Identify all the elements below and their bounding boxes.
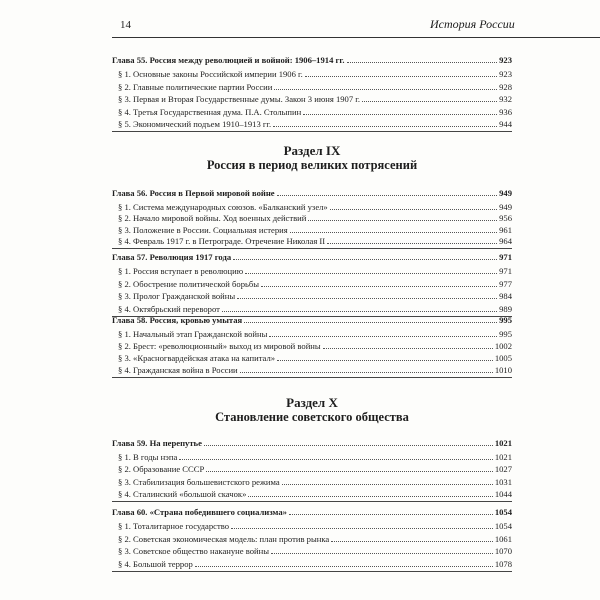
toc-entry-page: 989	[499, 304, 512, 314]
leader-dots	[244, 322, 497, 323]
toc-entry	[112, 462, 512, 474]
toc-entry	[112, 475, 512, 487]
toc-entry-title: § 3. Положение в России. Социальная истерия	[118, 225, 288, 235]
leader-dots	[347, 62, 498, 63]
toc-entry-title: § 2. Советская экономическая модель: план против рынка	[118, 534, 330, 544]
toc-entry-title: § 5. Экономический подъем 1910–1913 гг.	[118, 119, 272, 129]
toc-entry	[112, 117, 512, 129]
toc-entry-title: § 3. «Красногвардейская атака на капитал»	[118, 353, 276, 363]
chapter-heading-page: 1054	[494, 507, 512, 517]
toc-entry-page: 932	[499, 94, 512, 104]
toc-entry-title: § 1. Тоталитарное государство	[118, 521, 230, 531]
toc-entry	[112, 487, 512, 499]
toc-entry	[112, 92, 512, 104]
toc-entry	[112, 339, 512, 351]
leader-dots	[323, 348, 493, 349]
leader-dots	[206, 471, 493, 472]
leader-dots	[277, 360, 493, 361]
toc-entry-page: 1054	[494, 521, 512, 531]
header-rule	[112, 37, 600, 38]
leader-dots	[273, 126, 497, 127]
leader-dots	[305, 76, 497, 77]
part-title: Раздел IX	[283, 143, 341, 158]
toc-entry-page: 944	[499, 119, 512, 129]
leader-dots	[240, 372, 493, 373]
page-number: 14	[120, 19, 131, 31]
leader-dots	[233, 259, 497, 260]
toc-entry-title: § 2. Начало мировой войны. Ход военных действий	[118, 213, 307, 223]
toc-entry-title: § 4. Большой террор	[118, 559, 193, 569]
toc-entry-title: § 1. Основные законы Российской империи 1906 г.	[118, 69, 303, 79]
toc-entry-title: § 3. Советское общество накануне войны	[118, 546, 269, 556]
chapter-heading	[112, 250, 512, 262]
leader-dots	[330, 209, 497, 210]
toc-entry-title: § 4. Третья Государственная дума. П.А. Столыпин	[118, 107, 302, 117]
toc-entry-page: 1078	[494, 559, 512, 569]
toc-entry-page: 1044	[494, 489, 512, 499]
chapter-heading-title: Глава 56. Россия в Первой мировой войне	[112, 188, 275, 198]
chapter-separator	[112, 501, 512, 502]
toc-entry	[112, 450, 512, 462]
toc-entry	[112, 532, 512, 544]
leader-dots	[179, 459, 493, 460]
leader-dots	[308, 220, 497, 221]
toc-entry	[112, 363, 512, 375]
toc-entry-page: 1027	[494, 464, 512, 474]
toc-entry	[112, 105, 512, 117]
leader-dots	[204, 445, 493, 446]
toc-entry-page: 928	[499, 82, 512, 92]
toc-entry	[112, 289, 512, 301]
toc-entry-page: 964	[499, 236, 512, 246]
chapter-heading-page: 949	[499, 188, 512, 198]
leader-dots	[282, 484, 493, 485]
toc-entry-page: 1002	[494, 341, 512, 351]
toc-entry	[112, 557, 512, 569]
toc-entry-title: § 4. Октябрьский переворот	[118, 304, 220, 314]
leader-dots	[231, 528, 493, 529]
leader-dots	[362, 101, 497, 102]
toc-entry	[112, 234, 512, 246]
toc-entry-page: 1021	[494, 452, 512, 462]
toc-entry-page: 1061	[494, 534, 512, 544]
running-title: История России	[430, 17, 515, 31]
chapter-heading-page: 1021	[494, 438, 512, 448]
toc-entry	[112, 277, 512, 289]
toc-entry-title: § 2. Образование СССР	[118, 464, 205, 474]
leader-dots	[289, 514, 493, 515]
chapter-heading	[112, 53, 512, 65]
chapter-separator	[112, 571, 512, 572]
chapter-separator	[112, 248, 512, 249]
toc-entry-page: 1031	[494, 477, 512, 487]
chapter-heading-title: Глава 55. Россия между революцией и войной: 1906–1914 гг.	[112, 55, 345, 65]
toc-entry	[112, 211, 512, 223]
toc-entry-page: 995	[499, 329, 512, 339]
leader-dots	[269, 336, 497, 337]
toc-entry-page: 971	[499, 266, 512, 276]
toc-entry-page: 1070	[494, 546, 512, 556]
leader-dots	[327, 243, 497, 244]
leader-dots	[245, 273, 497, 274]
toc-entry-page: 984	[499, 291, 512, 301]
leader-dots	[277, 195, 498, 196]
part-heading	[112, 395, 512, 425]
chapter-heading-title: Глава 57. Революция 1917 года	[112, 252, 232, 262]
toc-entry-title: § 4. Февраль 1917 г. в Петрограде. Отречение Николая II	[118, 236, 326, 246]
toc-entry-title: § 2. Главные политические партии России	[118, 82, 273, 92]
leader-dots	[261, 286, 497, 287]
chapter-heading-title: Глава 59. На перепутье	[112, 438, 202, 448]
toc-entry	[112, 544, 512, 556]
part-subtitle: Становление советского общества	[215, 410, 409, 424]
toc-entry-title: § 3. Стабилизация большевистского режима	[118, 477, 280, 487]
toc-entry-title: § 2. Обострение политической борьбы	[118, 279, 260, 289]
toc-entry-page: 977	[499, 279, 512, 289]
toc-entry-title: § 4. Сталинский «большой скачок»	[118, 489, 247, 499]
chapter-separator	[112, 131, 512, 132]
leader-dots	[248, 496, 492, 497]
toc-entry-title: § 2. Брест: «революционный» выход из мировой войны	[118, 341, 321, 351]
chapter-heading-page: 995	[499, 315, 512, 325]
chapter-heading-title: Глава 58. Россия, кровью умытая	[112, 315, 243, 325]
toc-entry-page: 961	[499, 225, 512, 235]
leader-dots	[331, 541, 493, 542]
toc-entry	[112, 67, 512, 79]
chapter-heading-title: Глава 60. «Страна победившего социализма»	[112, 507, 287, 517]
part-title: Раздел X	[286, 395, 338, 410]
toc-entry-title: § 3. Пролог Гражданской войны	[118, 291, 236, 301]
toc-entry-page: 923	[499, 69, 512, 79]
leader-dots	[274, 89, 497, 90]
leader-dots	[303, 114, 497, 115]
toc-entry-page: 1010	[494, 365, 512, 375]
toc-entry-title: § 3. Первая и Вторая Государственные думы. Закон 3 июня 1907 г.	[118, 94, 361, 104]
toc-entry-page: 1005	[494, 353, 512, 363]
chapter-heading-page: 923	[499, 55, 512, 65]
toc-entry-title: § 1. Начальный этап Гражданской войны	[118, 329, 268, 339]
toc-entry	[112, 327, 512, 339]
toc-entry	[112, 351, 512, 363]
toc-entry	[112, 80, 512, 92]
toc-entry	[112, 264, 512, 276]
toc-entry-page: 956	[499, 213, 512, 223]
chapter-heading-page: 971	[499, 252, 512, 262]
toc-entry-title: § 1. Система международных союзов. «Балканский узел»	[118, 202, 328, 212]
toc-entry-page: 949	[499, 202, 512, 212]
leader-dots	[195, 566, 493, 567]
part-heading	[112, 143, 512, 173]
toc-entry	[112, 519, 512, 531]
leader-dots	[271, 553, 493, 554]
leader-dots	[290, 232, 497, 233]
toc-entry-title: § 1. В годы нэпа	[118, 452, 178, 462]
chapter-heading	[112, 186, 512, 198]
toc-entry-page: 936	[499, 107, 512, 117]
leader-dots	[222, 311, 497, 312]
toc-entry-title: § 1. Россия вступает в революцию	[118, 266, 244, 276]
part-subtitle: Россия в период великих потрясений	[206, 158, 418, 172]
chapter-heading	[112, 436, 512, 448]
chapter-heading	[112, 505, 512, 517]
chapter-heading	[112, 313, 512, 325]
chapter-separator	[112, 377, 512, 378]
leader-dots	[237, 298, 497, 299]
toc-entry-title: § 4. Гражданская война в России	[118, 365, 238, 375]
